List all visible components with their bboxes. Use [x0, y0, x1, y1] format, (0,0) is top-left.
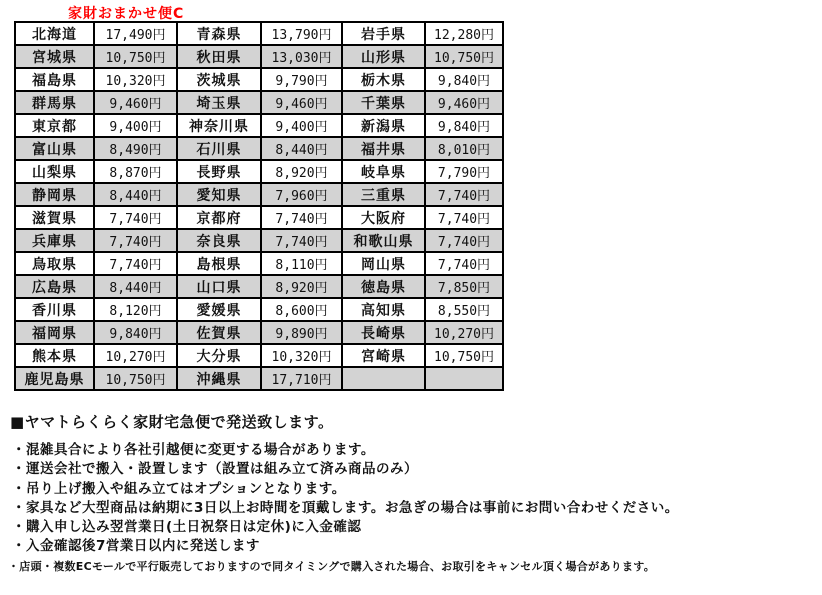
price-cell: 9,840円: [425, 68, 503, 91]
table-row: [15, 91, 503, 114]
small-note: ・店頭・複数ECモールで平行販売しておりますので同タイミングで購入された場合、お取引をキャンセル頂く場合があります。: [8, 560, 656, 573]
note-bullet: ・混雑具合により各社引越便に変更する場合があります。: [12, 442, 375, 458]
note-bullet: ・家具など大型商品は納期に3日以上お時間を頂戴します。お急ぎの場合は事前にお問い合わせください。: [12, 499, 679, 516]
prefecture-cell: 香川県: [15, 298, 94, 321]
price-cell: 10,750円: [94, 367, 177, 390]
table-row: [15, 160, 503, 183]
price-cell: 8,920円: [261, 275, 342, 298]
prefecture-cell: [342, 367, 425, 390]
price-cell: 8,600円: [261, 298, 342, 321]
price-cell: 9,790円: [261, 68, 342, 91]
prefecture-cell: 福岡県: [15, 321, 94, 344]
price-cell: 8,440円: [94, 183, 177, 206]
prefecture-cell: 大分県: [177, 344, 261, 367]
prefecture-cell: 奈良県: [177, 229, 261, 252]
prefecture-cell: 神奈川県: [177, 114, 261, 137]
price-cell: 12,280円: [425, 22, 503, 45]
price-cell: 7,740円: [425, 183, 503, 206]
price-cell: 8,120円: [94, 298, 177, 321]
price-cell: 7,740円: [94, 229, 177, 252]
prefecture-cell: 千葉県: [342, 91, 425, 114]
prefecture-cell: 群馬県: [15, 91, 94, 114]
price-cell: 8,920円: [261, 160, 342, 183]
price-cell: 10,750円: [425, 45, 503, 68]
prefecture-cell: 埼玉県: [177, 91, 261, 114]
price-cell: 8,440円: [94, 275, 177, 298]
prefecture-cell: 岐阜県: [342, 160, 425, 183]
prefecture-cell: 島根県: [177, 252, 261, 275]
prefecture-cell: 徳島県: [342, 275, 425, 298]
prefecture-cell: 北海道: [15, 22, 94, 45]
table-row: [15, 137, 503, 160]
prefecture-cell: 京都府: [177, 206, 261, 229]
price-cell: 7,740円: [261, 229, 342, 252]
prefecture-cell: 熊本県: [15, 344, 94, 367]
prefecture-cell: 沖縄県: [177, 367, 261, 390]
prefecture-cell: 富山県: [15, 137, 94, 160]
prefecture-cell: 山梨県: [15, 160, 94, 183]
prefecture-cell: 新潟県: [342, 114, 425, 137]
table-row: [15, 183, 503, 206]
prefecture-cell: 石川県: [177, 137, 261, 160]
price-cell: 7,740円: [94, 252, 177, 275]
price-cell: 8,490円: [94, 137, 177, 160]
table-row: [15, 252, 503, 275]
price-cell: 10,750円: [425, 344, 503, 367]
note-bullet: ・運送会社で搬入・設置します（設置は組み立て済み商品のみ）: [12, 461, 418, 478]
prefecture-cell: 広島県: [15, 275, 94, 298]
price-cell: 10,270円: [94, 344, 177, 367]
prefecture-cell: 長野県: [177, 160, 261, 183]
note-bullet: ・入金確認後7営業日以内に発送します: [12, 538, 260, 555]
price-cell: 9,840円: [94, 321, 177, 344]
prefecture-cell: 三重県: [342, 183, 425, 206]
prefecture-cell: 兵庫県: [15, 229, 94, 252]
shipping-fee-table: [14, 21, 504, 391]
table-row: [15, 321, 503, 344]
price-cell: 9,840円: [425, 114, 503, 137]
prefecture-cell: 福島県: [15, 68, 94, 91]
table-row: [15, 298, 503, 321]
price-cell: 10,270円: [425, 321, 503, 344]
price-cell: 10,750円: [94, 45, 177, 68]
price-cell: 8,010円: [425, 137, 503, 160]
price-cell: 7,960円: [261, 183, 342, 206]
prefecture-cell: 岩手県: [342, 22, 425, 45]
table-row: [15, 68, 503, 91]
prefecture-cell: 大阪府: [342, 206, 425, 229]
prefecture-cell: 愛知県: [177, 183, 261, 206]
price-cell: 10,320円: [261, 344, 342, 367]
prefecture-cell: 栃木県: [342, 68, 425, 91]
price-cell: 7,740円: [425, 252, 503, 275]
table-row: [15, 45, 503, 68]
price-cell: 17,490円: [94, 22, 177, 45]
prefecture-cell: 青森県: [177, 22, 261, 45]
prefecture-cell: 鳥取県: [15, 252, 94, 275]
prefecture-cell: 佐賀県: [177, 321, 261, 344]
price-cell: 9,890円: [261, 321, 342, 344]
table-row: [15, 114, 503, 137]
price-cell: 9,460円: [261, 91, 342, 114]
prefecture-cell: 愛媛県: [177, 298, 261, 321]
price-cell: 9,400円: [94, 114, 177, 137]
table-row: [15, 344, 503, 367]
price-cell: 10,320円: [94, 68, 177, 91]
price-cell: 7,740円: [94, 206, 177, 229]
table-row: [15, 229, 503, 252]
prefecture-cell: 茨城県: [177, 68, 261, 91]
price-cell: 9,460円: [94, 91, 177, 114]
table-row: [15, 367, 503, 390]
price-cell: 9,400円: [261, 114, 342, 137]
price-cell: [425, 367, 503, 390]
prefecture-cell: 宮崎県: [342, 344, 425, 367]
notes-bullet-list: [12, 441, 679, 557]
prefecture-cell: 和歌山県: [342, 229, 425, 252]
table-row: [15, 275, 503, 298]
price-cell: 9,460円: [425, 91, 503, 114]
prefecture-cell: 秋田県: [177, 45, 261, 68]
prefecture-cell: 静岡県: [15, 183, 94, 206]
price-cell: 7,850円: [425, 275, 503, 298]
prefecture-cell: 高知県: [342, 298, 425, 321]
price-cell: 7,740円: [425, 229, 503, 252]
prefecture-cell: 宮城県: [15, 45, 94, 68]
price-cell: 7,740円: [425, 206, 503, 229]
prefecture-cell: 鹿児島県: [15, 367, 94, 390]
price-cell: 7,740円: [261, 206, 342, 229]
price-cell: 8,440円: [261, 137, 342, 160]
note-bullet: ・吊り上げ搬入や組み立てはオプションとなります。: [12, 480, 346, 497]
price-cell: 13,790円: [261, 22, 342, 45]
price-cell: 8,870円: [94, 160, 177, 183]
prefecture-cell: 福井県: [342, 137, 425, 160]
price-cell: 13,030円: [261, 45, 342, 68]
note-bullet: ・購入申し込み翌営業日(土日祝祭日は定休)に入金確認: [12, 519, 362, 536]
prefecture-cell: 山口県: [177, 275, 261, 298]
price-cell: 7,790円: [425, 160, 503, 183]
price-cell: 17,710円: [261, 367, 342, 390]
prefecture-cell: 山形県: [342, 45, 425, 68]
table-row: [15, 22, 503, 45]
prefecture-cell: 東京都: [15, 114, 94, 137]
price-cell: 8,550円: [425, 298, 503, 321]
price-cell: 8,110円: [261, 252, 342, 275]
prefecture-cell: 長崎県: [342, 321, 425, 344]
page-title: 家財おまかせ便C: [68, 6, 185, 22]
notes-heading: ■ヤマトらくらく家財宅急便で発送致します。: [10, 413, 334, 431]
prefecture-cell: 岡山県: [342, 252, 425, 275]
table-row: [15, 206, 503, 229]
prefecture-cell: 滋賀県: [15, 206, 94, 229]
